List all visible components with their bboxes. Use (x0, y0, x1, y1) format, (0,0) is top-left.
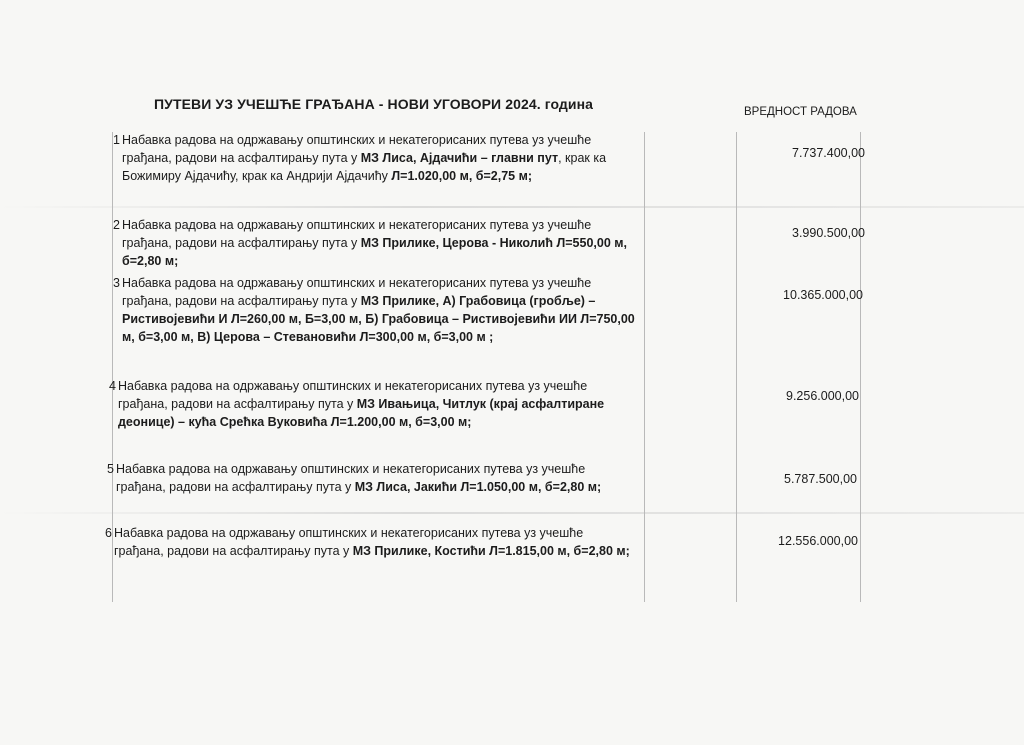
middle-table-rule (644, 132, 645, 602)
row-description (122, 131, 642, 185)
row-description (122, 274, 642, 346)
description-text: Набавка радова на одржавању општинских и некатегорисаних путева уз учешће грађана, радови на асфалтирању пута у (122, 276, 592, 308)
row-number: 5 (107, 462, 114, 476)
scan-artifact-line (0, 206, 1024, 208)
row-value: 3.990.500,00 (792, 226, 865, 240)
row-number: 1 (113, 133, 120, 147)
row-value: 10.365.000,00 (783, 288, 863, 302)
right-table-rule (860, 132, 861, 602)
description-location: МЗ Прилике, Костићи Л=1.815,00 м, б=2,80 м; (352, 544, 630, 558)
description-dimensions: Л=1.020,00 м, б=2,75 м; (391, 169, 533, 183)
description-location: МЗ Лиса, Ајдачићи – главни пут (360, 151, 559, 165)
description-text: Набавка радова на одржавању општинских и некатегорисаних путева уз учешће грађана, радови на асфалтирању пута у (116, 462, 586, 494)
row-description (116, 460, 636, 496)
scan-artifact-line (0, 512, 1024, 514)
description-text: Набавка радова на одржавању општинских и некатегорисаних путева уз учешће грађана, радови на асфалтирању пута у (122, 218, 592, 250)
description-location: МЗ Ивањица, Читлук (крај асфалтиране деонице) – кућа Срећка Вуковића Л=1.200,00 м, б=3,00 м; (118, 397, 605, 429)
row-number: 2 (113, 218, 120, 232)
row-description (114, 524, 634, 560)
description-text: Набавка радова на одржавању општинских и некатегорисаних путева уз учешће грађана, радови на асфалтирању пута у (122, 133, 592, 165)
left-table-rule (112, 132, 113, 602)
description-location: МЗ Лиса, Јакићи Л=1.050,00 м, б=2,80 м; (354, 480, 602, 494)
row-value: 12.556.000,00 (778, 534, 858, 548)
description-location: МЗ Прилике, Церова - Николић Л=550,00 м, б=2,80 м; (122, 236, 627, 268)
row-value: 7.737.400,00 (792, 146, 865, 160)
value-column-header: ВРЕДНОСТ РАДОВА (744, 106, 857, 118)
document-title: ПУТЕВИ УЗ УЧЕШЋЕ ГРАЂАНА - НОВИ УГОВОРИ 2024. година (154, 96, 594, 112)
row-number: 6 (105, 526, 112, 540)
row-value: 9.256.000,00 (786, 389, 859, 403)
description-location: МЗ Прилике, А) Грабовица (гробље) – Ристивојевићи И Л=260,00 м, Б=3,00 м, Б) Грабовица – Ристивојевићи ИИ Л=750,00 м, б=3,00 м, В) Церова – Стевановићи Л=300,00 м, б=3,00 м ; (122, 294, 635, 344)
row-value: 5.787.500,00 (784, 472, 857, 486)
row-number: 3 (113, 276, 120, 290)
description-text: , крак ка Божимиру Ајдачићу, крак ка Андрији Ајдачићу (122, 151, 607, 183)
row-description (118, 377, 638, 431)
description-text: Набавка радова на одржавању општинских и некатегорисаних путева уз учешће грађана, радови на асфалтирању пута у (114, 526, 584, 558)
row-description (122, 216, 642, 270)
description-text: Набавка радова на одржавању општинских и некатегорисаних путева уз учешће грађана, радови на асфалтирању пута у (118, 379, 588, 411)
row-number: 4 (109, 379, 116, 393)
